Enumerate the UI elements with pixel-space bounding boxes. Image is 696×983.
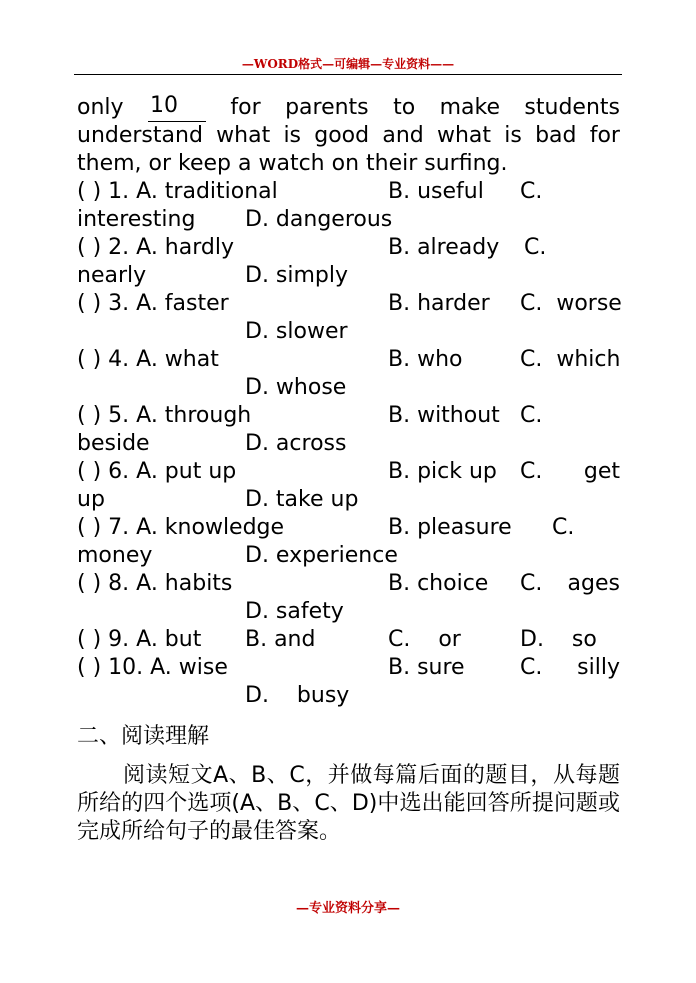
option-d: D. simply bbox=[245, 263, 349, 288]
question-number: ( ) 10. A. wise bbox=[77, 655, 228, 680]
passage-word: is bbox=[283, 123, 302, 148]
header-rule bbox=[74, 74, 622, 75]
option-b: B. useful bbox=[388, 179, 484, 204]
question-1 bbox=[77, 178, 620, 206]
question-7-cont bbox=[77, 542, 620, 570]
option-b: B. sure bbox=[388, 655, 465, 680]
question-2-cont bbox=[77, 262, 620, 290]
answer-blank: 10 bbox=[148, 94, 206, 122]
option-c: C. worse bbox=[520, 291, 622, 316]
option-d: D. take up bbox=[245, 487, 359, 512]
option-c: C. bbox=[520, 459, 543, 484]
passage-word: only bbox=[77, 95, 124, 120]
page-footer: —专业资料分享— bbox=[295, 901, 400, 916]
option-d: D. so bbox=[520, 627, 597, 652]
option-b: B. who bbox=[388, 347, 463, 372]
option-d: D. whose bbox=[245, 375, 347, 400]
option-c: C. bbox=[520, 571, 543, 596]
option-b: B. without bbox=[388, 403, 500, 428]
option-c-text: beside bbox=[77, 431, 150, 456]
option-c: C. bbox=[552, 515, 575, 540]
passage-word: what bbox=[216, 123, 271, 148]
option-c: C. bbox=[520, 403, 543, 428]
option-a: A. through bbox=[136, 403, 252, 428]
option-b: B. and bbox=[245, 627, 316, 652]
question-number: ( ) 5. A. through bbox=[77, 403, 252, 428]
question-number: ( ) 1. A. traditional bbox=[77, 179, 278, 204]
option-c: C. bbox=[520, 179, 543, 204]
question-5 bbox=[77, 402, 620, 430]
question-8 bbox=[77, 570, 620, 598]
passage-word: and bbox=[382, 123, 424, 148]
option-a: A. traditional bbox=[136, 179, 278, 204]
page-header: —WORD格式—可编辑—专业资料—— bbox=[241, 57, 455, 71]
passage-word: is bbox=[504, 123, 522, 148]
question-9 bbox=[77, 626, 620, 654]
option-a: A. what bbox=[136, 347, 219, 372]
option-a: A. habits bbox=[136, 571, 233, 596]
option-b: B. harder bbox=[388, 291, 490, 316]
passage-word: what bbox=[436, 123, 492, 148]
passage-line-1 bbox=[77, 94, 620, 122]
question-3 bbox=[77, 290, 620, 318]
passage-line-2 bbox=[77, 122, 620, 150]
question-number: ( ) 8. A. habits bbox=[77, 571, 233, 596]
question-number: ( ) 6. A. put up bbox=[77, 459, 237, 484]
option-b: B. choice bbox=[388, 571, 489, 596]
option-b: B. pleasure bbox=[388, 515, 512, 540]
question-number: ( ) 9. A. but bbox=[77, 627, 202, 652]
passage-word: to bbox=[393, 95, 416, 120]
question-number: ( ) 3. A. faster bbox=[77, 291, 229, 316]
option-d: D. experience bbox=[245, 543, 398, 568]
option-c-text: money bbox=[77, 543, 153, 568]
option-b: B. pick up bbox=[388, 459, 497, 484]
passage-word: for bbox=[230, 95, 261, 120]
question-number: ( ) 7. A. knowledge bbox=[77, 515, 285, 540]
question-5-cont bbox=[77, 430, 620, 458]
option-b: B. already bbox=[388, 235, 500, 260]
option-d: D. busy bbox=[245, 683, 350, 708]
option-a: A. wise bbox=[150, 655, 228, 680]
option-c-text-cont: up bbox=[77, 487, 105, 512]
question-6-cont bbox=[77, 486, 620, 514]
option-a: A. hardly bbox=[136, 235, 234, 260]
option-c: C. bbox=[520, 655, 543, 680]
question-7 bbox=[77, 514, 620, 542]
option-a: A. faster bbox=[136, 291, 229, 316]
question-3-cont bbox=[77, 318, 620, 346]
passage-word: good bbox=[314, 123, 370, 148]
option-c-text: silly bbox=[577, 655, 620, 680]
question-4 bbox=[77, 346, 620, 374]
option-d: D. safety bbox=[245, 599, 344, 624]
passage-word: bad bbox=[535, 123, 577, 148]
option-c-text: get bbox=[583, 459, 620, 484]
option-d: D. across bbox=[245, 431, 347, 456]
section-instructions: 阅读短文A、B、C，并做每篇后面的题目，从每题所给的四个选项(A、B、C、D)中选出能回答所提问题或完成所给句子的最佳答案。 bbox=[77, 763, 620, 844]
option-c: C. which bbox=[520, 347, 621, 372]
passage-word: students bbox=[524, 95, 620, 120]
passage-word: parents bbox=[285, 95, 369, 120]
option-c-text: nearly bbox=[77, 263, 147, 288]
option-d: D. dangerous bbox=[245, 207, 393, 232]
passage-line-3: them, or keep a watch on their surfing. bbox=[77, 151, 508, 176]
question-1-cont bbox=[77, 206, 620, 234]
question-4-cont bbox=[77, 374, 620, 402]
option-a: A. put up bbox=[136, 459, 237, 484]
section-title: 二、阅读理解 bbox=[77, 724, 210, 749]
document-body bbox=[77, 94, 620, 846]
question-number: ( ) 2. A. hardly bbox=[77, 235, 234, 260]
option-c-text: interesting bbox=[77, 207, 196, 232]
question-8-cont bbox=[77, 598, 620, 626]
option-a: A. but bbox=[136, 627, 202, 652]
option-d: D. slower bbox=[245, 319, 348, 344]
question-2 bbox=[77, 234, 620, 262]
passage-word: for bbox=[589, 123, 620, 148]
passage-word: understand bbox=[77, 123, 203, 148]
question-10-cont bbox=[77, 682, 620, 710]
question-10 bbox=[77, 654, 620, 682]
option-c-text: ages bbox=[567, 571, 620, 596]
passage-word: make bbox=[439, 95, 500, 120]
option-c: C. or bbox=[388, 627, 461, 652]
option-a: A. knowledge bbox=[136, 515, 285, 540]
question-number: ( ) 4. A. what bbox=[77, 347, 219, 372]
option-c: C. bbox=[524, 235, 547, 260]
question-6 bbox=[77, 458, 620, 486]
